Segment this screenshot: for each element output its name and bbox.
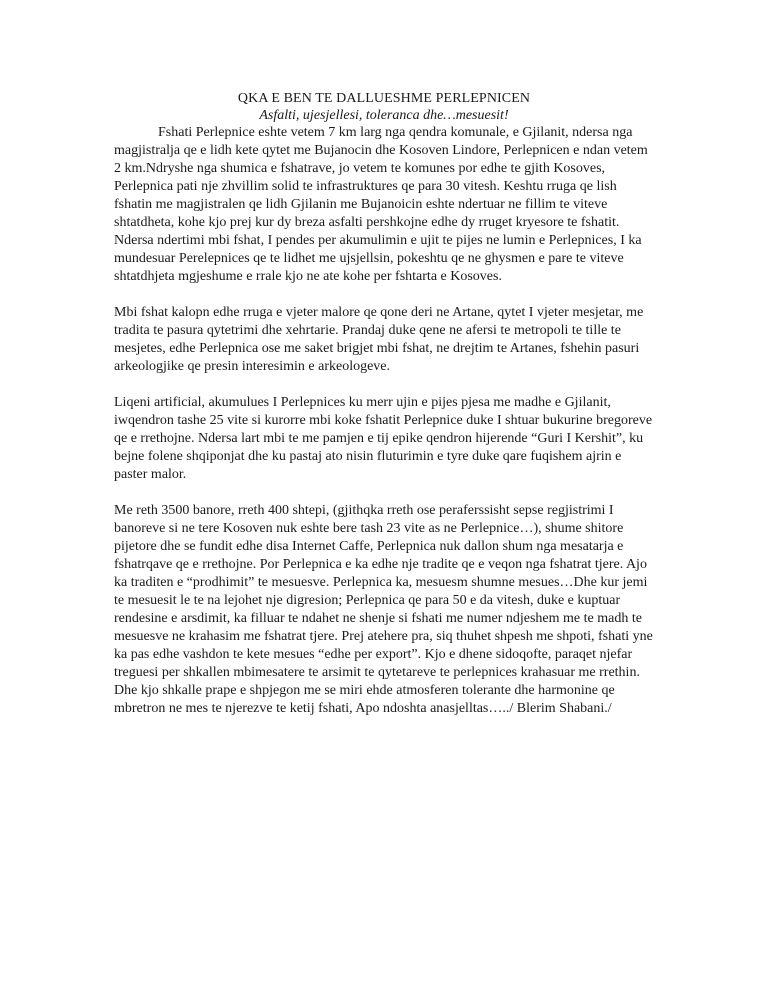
paragraph-teachers-tradition: Me reth 3500 banore, rreth 400 shtepi, (gjithqka rreth ose peraferssisht sepse regjistrimi I banoreve si ne tere Kosoven nuk eshte bere tash 23 vite as ne Perlepnice…), shume shitore pijetore dhe se fundit edhe disa Internet Caffe, Perlepnica nuk dallon shum nga mesatarja e fshatrqave qe e rrethojne. Por Perlepnica e ka edhe nje tradite qe e veqon nga fshatrat tjere. Ajo ka traditen e “prodhimit” te mesuesve. Perlepnica ka, mesuesm shumne mesues…Dhe kur jemi te mesuesit le te na lejohet nje digresion; Perlepnica qe para 50 e da vitesh, duke e kuptuar rendesine e arsdimit, ka filluar te ndahet ne shenje si fshati me numer ndjeshem me te madh te mesuesve ne krahasim me fshatrat tjere. Prej atehere pra, siq thuhet shpesh me shpoti, fshati yne ka pas edhe vashdon te kete mesues “edhe per export”. Kjo e dhene sidoqofte, paraqet njefar treguesi per shkallen mbimesatere te arsimit te qytetareve te perlepnices krahasuar me rrethin. Dhe kjo shkalle prape e shpjegon me se miri ehde atmosferen tolerante dhe harmonine qe mbretron ne mes te njerezve te ketij fshati, Apo ndoshta anasjelltas…../ Blerim Shabani./ (114, 503, 653, 716)
document-subtitle: Asfalti, ujesjellesi, toleranca dhe…mesuesit! (259, 108, 509, 123)
document-page (114, 90, 654, 736)
document-title: QKA E BEN TE DALLUESHME PERLEPNICEN (237, 91, 531, 106)
paragraph-artificial-lake: Liqeni artificial, akumulues I Perlepnices ku merr ujin e pijes pjesa me madhe e Gjilanit, iwqendron tashe 25 vite si kurorre mbi koke fshatit Perlepnice duke I shtuar bukurine bregoreve qe e rrethojne. Ndersa lart mbi te me pamjen e tij epike qendron hijerende “Guri I Kershit”, ku bejne folene shqiponjat dhe ku pastaj ato nisin fluturimin e tyre duke qare fuqishem ajrin e paster malor. (114, 395, 653, 482)
paragraph-infrastructure: Fshati Perlepnice eshte vetem 7 km larg nga qendra komunale, e Gjilanit, ndersa nga magjistralja qe e lidh kete qytet me Bujanocin dhe Kosoven Lindore, Perlepnicen e ndan vetem 2 km.Ndryshe nga shumica e fshatrave, jo vetem te komunes por edhe te gjith Kosoves, Perlepnica pati nje zhvillim solid te infrastruktures qe para 30 vitesh. Keshtu rruga qe lish fshatin me magjistralen qe lidh Gjilanin me Bujanoicin eshte ndertuar ne fillim te viteve shtatdheta, kohe kjo prej kur dy breza asfalti pershkojne edhe dy rruget kryesore te fshatit. Ndersa ndertimi mbi fshat, I pendes per akumulimin e ujit te pijes ne lumin e Perlepnices, I ka mundesuar Perelepnices qe te lidhet me ujsjellsin, pokeshtu qe ne ghysmen e pare te viteve shtatdhjeta mgjeshume e rrale kjo ne ate kohe per fshtarta e Kosoves. (114, 125, 648, 284)
paragraph-artane-road: Mbi fshat kalopn edhe rruga e vjeter malore qe qone deri ne Artane, qytet I vjeter mesjetar, me tradita te pasura qytetrimi dhe xehrtarie. Prandaj duke qene ne afersi te metropoli te tille te mesjetes, edhe Perlepnica ose me saket brigjet mbi fshat, ne drejtim te Artanes, fshehin pasuri arkeologjike qe presin interesimin e arkeologeve. (114, 305, 644, 374)
